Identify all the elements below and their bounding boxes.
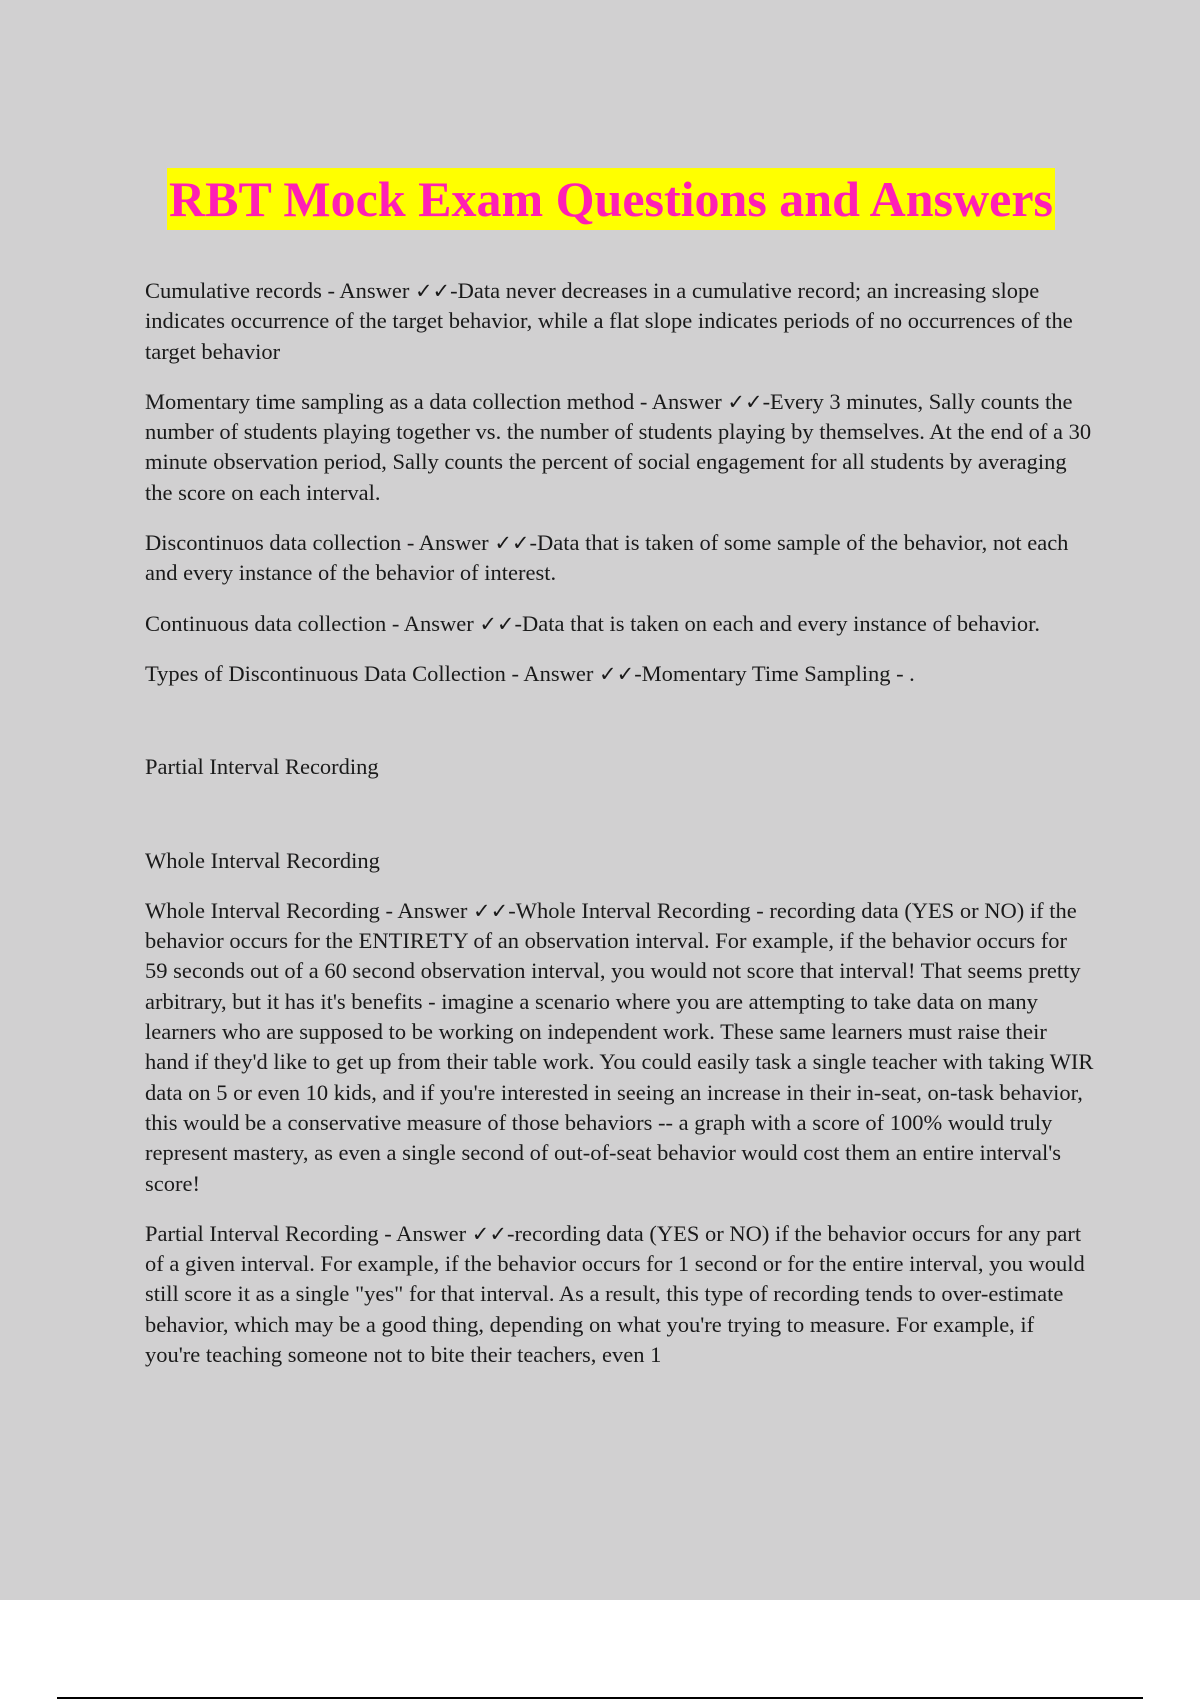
entry-term: Momentary time sampling as a data collection method - Answer bbox=[145, 388, 728, 414]
list-item-partial-interval: Partial Interval Recording bbox=[145, 754, 379, 780]
check-mark: ✓✓ bbox=[414, 279, 451, 303]
entry-term: Partial Interval Recording - Answer bbox=[145, 1220, 472, 1246]
check-mark: ✓✓ bbox=[479, 611, 515, 636]
entry-term: Types of Discontinuous Data Collection - Answer bbox=[145, 660, 599, 686]
entry-answer: -Every 3 minutes, Sally counts the number of students playing together vs. the number of students playing by themselves. At the end of a 30 minute observation period, Sally counts the percent of social engagement for all students by averaging the score on each interval. bbox=[145, 388, 1092, 505]
document-title: RBT Mock Exam Questions and Answers bbox=[167, 168, 1055, 230]
check-mark: ✓✓ bbox=[727, 389, 763, 414]
qa-entry-types-discontinuous bbox=[145, 659, 1095, 689]
qa-entry-discontinuous-data bbox=[145, 528, 1095, 589]
entry-answer: -Data that is taken on each and every instance of behavior. bbox=[514, 610, 1040, 636]
page-bottom-divider bbox=[57, 1697, 1143, 1699]
check-mark: ✓✓ bbox=[471, 1221, 507, 1246]
check-mark: ✓✓ bbox=[598, 661, 635, 686]
entry-answer: -Data never decreases in a cumulative record; an increasing slope indicates occurrence of the target behavior, while a flat slope indicates periods of no occurrences of the target behavior bbox=[145, 278, 1073, 364]
entry-answer: -Whole Interval Recording - recording data (YES or NO) if the behavior occurs for the ENTIRETY of an observation interval. For example, if the behavior occurs for 59 seconds out of a 60 second observation interval, you would not score that interval! That seems pretty arbitrary, but it has it's benefits - imagine a scenario where you are attempting to take data on many learners who are supposed to be working on independent work. These same learners must raise their hand if they'd like to get up from their table work. You could easily task a single teacher with taking WIR data on 5 or even 10 kids, and if you're interested in seeing an increase in their in-seat, on-task behavior, this would be a conservative measure of those behaviors -- a graph with a score of 100% would truly represent mastery, as even a single second of out-of-seat behavior would cost them an entire interval's score! bbox=[145, 897, 1094, 1196]
qa-entry-cumulative-records bbox=[145, 276, 1095, 367]
qa-entry-momentary-time-sampling bbox=[145, 387, 1095, 508]
entry-answer: -recording data (YES or NO) if the behavior occurs for any part of a given interval. For example, if the behavior occurs for 1 second or for the entire interval, you would still score it as a single "yes" for that interval. As a result, this type of recording tends to over-estimate behavior, which may be a good thing, depending on what you're trying to measure. For example, if you're teaching someone not to bite their teachers, even 1 bbox=[145, 1220, 1085, 1368]
check-mark: ✓✓ bbox=[494, 531, 530, 556]
entry-term: Cumulative records - Answer bbox=[145, 278, 415, 303]
title-wrapper bbox=[0, 168, 1200, 230]
entry-term: Discontinuos data collection - Answer bbox=[145, 530, 495, 556]
list-item-whole-interval: Whole Interval Recording bbox=[145, 847, 380, 873]
entry-answer: -Momentary Time Sampling - . bbox=[634, 660, 915, 686]
entry-answer: -Data that is taken of some sample of the behavior, not each and every instance of the behavior of interest. bbox=[145, 530, 1069, 586]
document-body bbox=[145, 276, 1095, 1390]
qa-entry-whole-interval-recording bbox=[145, 896, 1095, 1199]
check-mark: ✓✓ bbox=[473, 898, 509, 923]
qa-entry-continuous-data bbox=[145, 609, 1095, 639]
qa-entry-partial-interval-recording bbox=[145, 1219, 1095, 1370]
entry-term: Whole Interval Recording - Answer bbox=[145, 897, 474, 923]
entry-term: Continuous data collection - Answer bbox=[145, 610, 480, 636]
